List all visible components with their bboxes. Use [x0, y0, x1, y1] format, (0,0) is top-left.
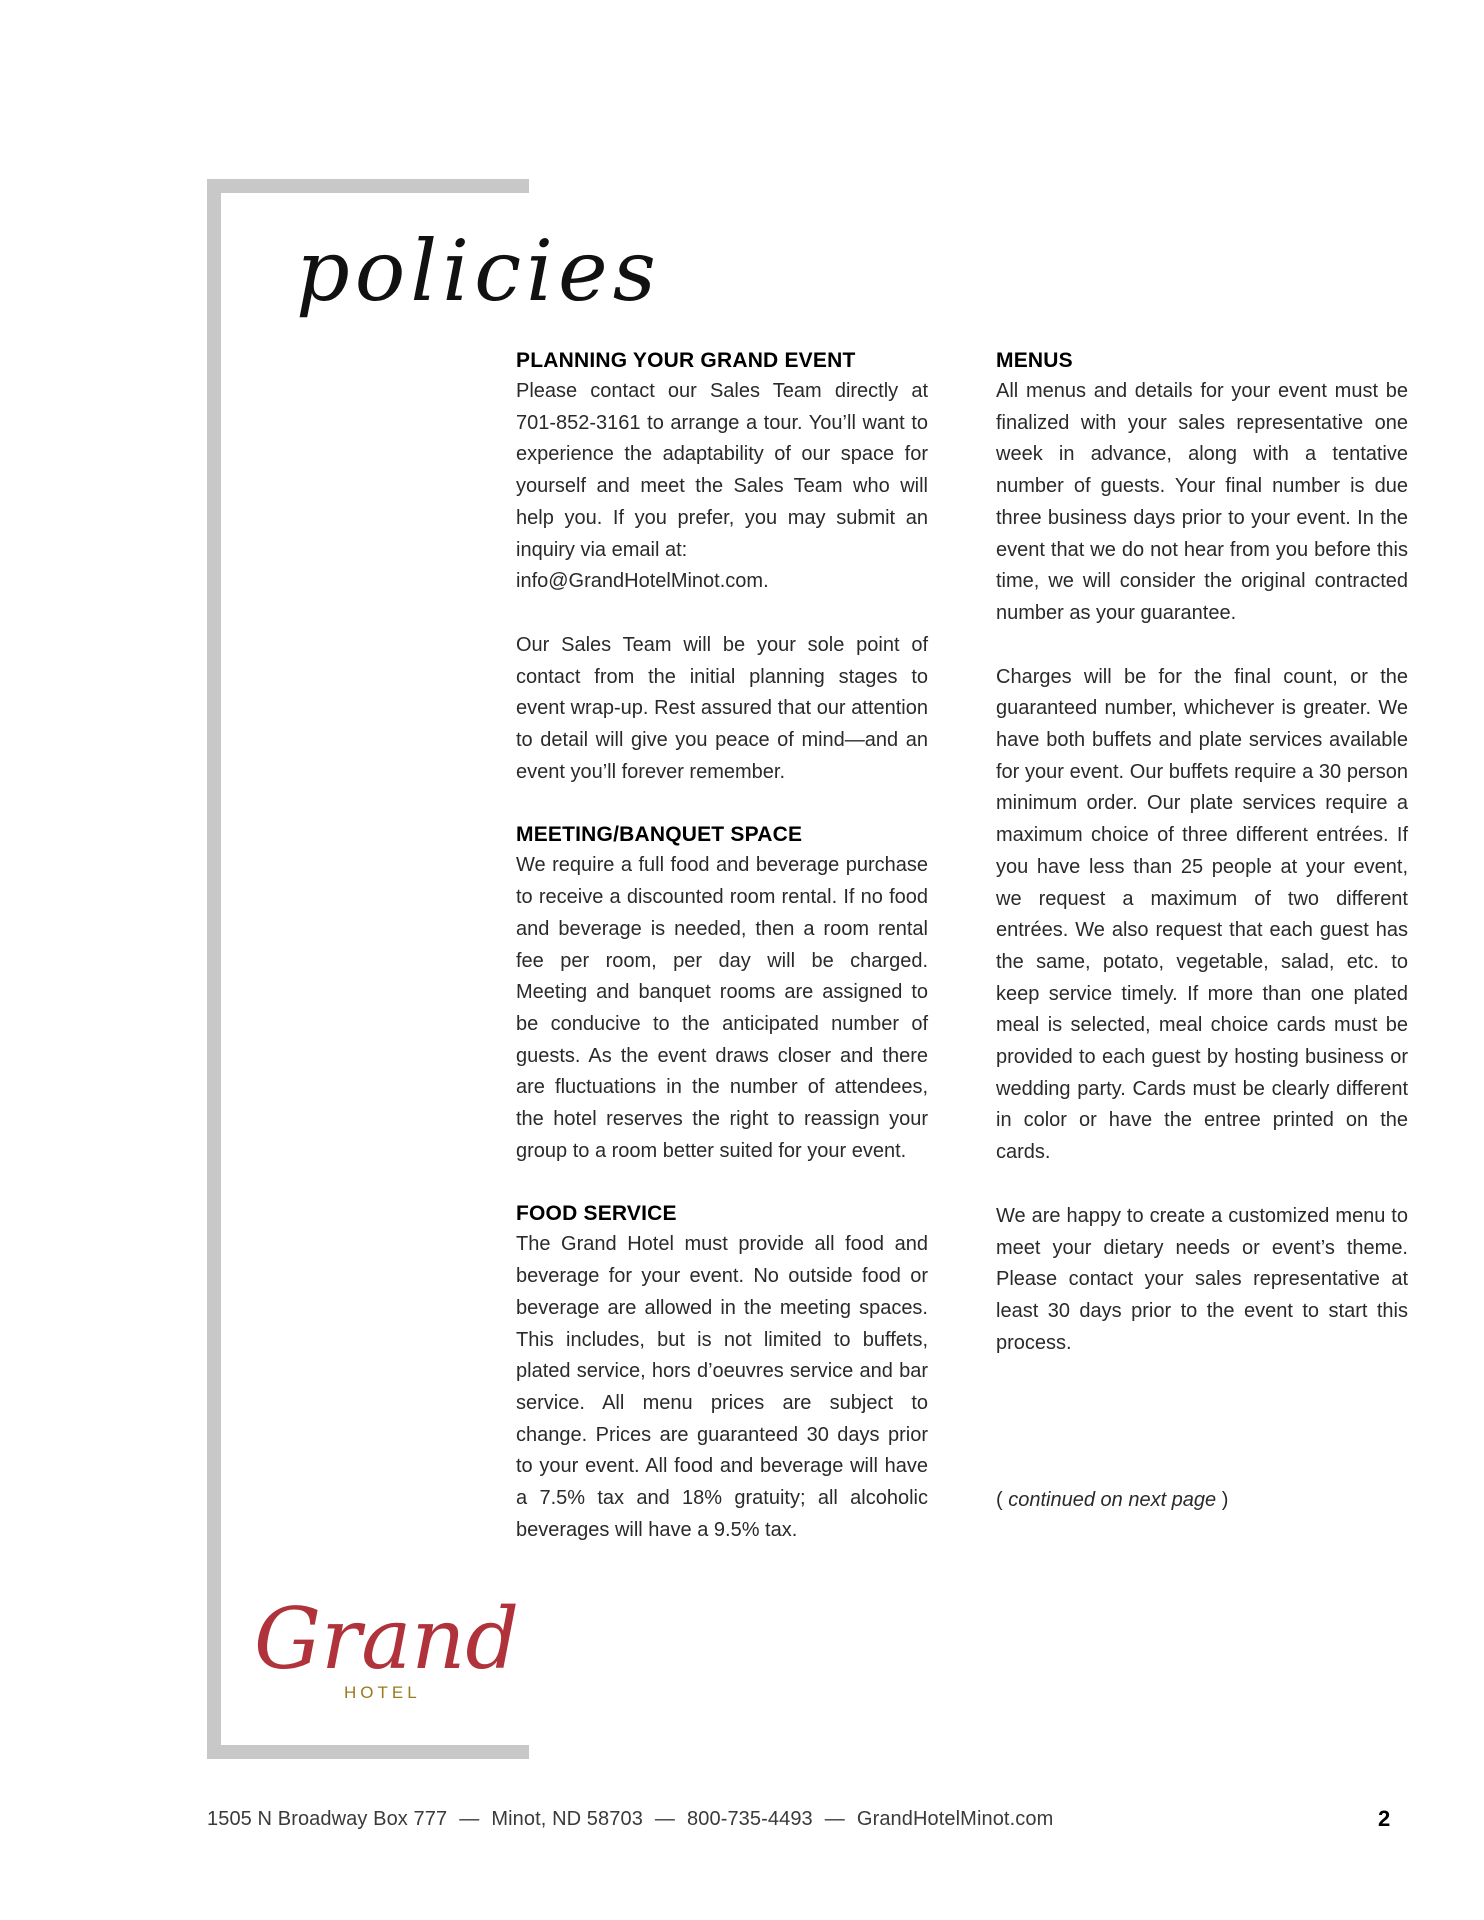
- menus-heading: MENUS: [996, 349, 1073, 372]
- right-column: [996, 346, 1408, 1517]
- menus-paragraph-3: We are happy to create a customized menu to meet your dietary needs or event’s theme. Please contact your sales representative at least 30 days prior to the event to start this process.: [996, 1204, 1408, 1354]
- left-column: [516, 346, 928, 1547]
- planning-email[interactable]: info@GrandHotelMinot.com.: [516, 570, 769, 593]
- menus-paragraph-1: All menus and details for your event must be finalized with your sales representative one week in advance, along with a tentative number of guests. Your final number is due three business days prior to your event. In the event that we do not hear from you before this time, we will consider the original contracted number as your guarantee.: [996, 380, 1408, 624]
- page-title: policies: [296, 222, 661, 320]
- footer-website[interactable]: GrandHotelMinot.com: [856, 1808, 1054, 1830]
- frame-bottom-bar: [207, 1745, 529, 1759]
- planning-heading: PLANNING YOUR GRAND EVENT: [516, 349, 856, 372]
- page-number: 2: [1378, 1806, 1391, 1831]
- footer-phone[interactable]: 800-735-4493: [687, 1808, 813, 1830]
- footer-address: 1505 N Broadway Box 777: [207, 1808, 448, 1830]
- continued-note: ( continued on next page ): [996, 1489, 1229, 1512]
- footer-city: Minot, ND 58703: [491, 1808, 643, 1830]
- logo-hotel-text: HOTEL: [344, 1683, 421, 1702]
- logo-script-text: Grand: [254, 1590, 520, 1688]
- food-paragraph: The Grand Hotel must provide all food and beverage for your event. No outside food or beverage are allowed in the meeting spaces. This includes, but is not limited to buffets, plated service, hors d’oeuvres service and bar service. All menu prices are subject to change. Prices are guaranteed 30 days prior to your event. All food and beverage will have a 7.5% tax and 18% gratuity; all alcoholic beverages will have a 9.5% tax.: [516, 1233, 928, 1541]
- food-heading: FOOD SERVICE: [516, 1202, 677, 1226]
- frame-left-bar: [207, 179, 221, 1759]
- meeting-heading: MEETING/BANQUET SPACE: [516, 823, 803, 847]
- meeting-paragraph: We require a full food and beverage purchase to receive a discounted room rental. If no food and beverage is needed, then a room rental fee per room, per day will be charged. Meeting and banquet rooms are assigned to be conducive to the anticipated number of guests. As the event draws closer and there are fluctuations in the number of attendees, the hotel reserves the right to reassign your group to a room better suited for your event.: [516, 854, 928, 1162]
- grand-hotel-logo: [252, 1570, 520, 1730]
- frame-top-bar: [207, 179, 529, 193]
- planning-paragraph-1: Please contact our Sales Team directly at 701-852-3161 to arrange a tour. You’ll want to experience the adaptability of our space for yourself and meet the Sales Team who will help you. If you prefer, you may submit an inquiry via email at:: [516, 380, 928, 561]
- footer-contact: 1505 N Broadway Box 777 — Minot, ND 58703 — 800-735-4493 — GrandHotelMinot.com: [207, 1808, 1054, 1830]
- planning-paragraph-2: Our Sales Team will be your sole point of contact from the initial planning stages to event wrap-up. Rest assured that our attention to detail will give you peace of mind—and an event you’ll forever remember.: [516, 633, 928, 783]
- menus-paragraph-2: Charges will be for the final count, or the guaranteed number, whichever is greater. We have both buffets and plate services available for your event. Our buffets require a 30 person minimum order. Our plate services require a maximum choice of three different entrées. If you have less than 25 people at your event, we request a maximum of two different entrées. We also request that each guest has the same, potato, vegetable, salad, etc. to keep service timely. If more than one plated meal is selected, meal choice cards must be provided to each guest by hosting business or wedding party. Cards must be clearly different in color or have the entree printed on the cards.: [996, 665, 1408, 1164]
